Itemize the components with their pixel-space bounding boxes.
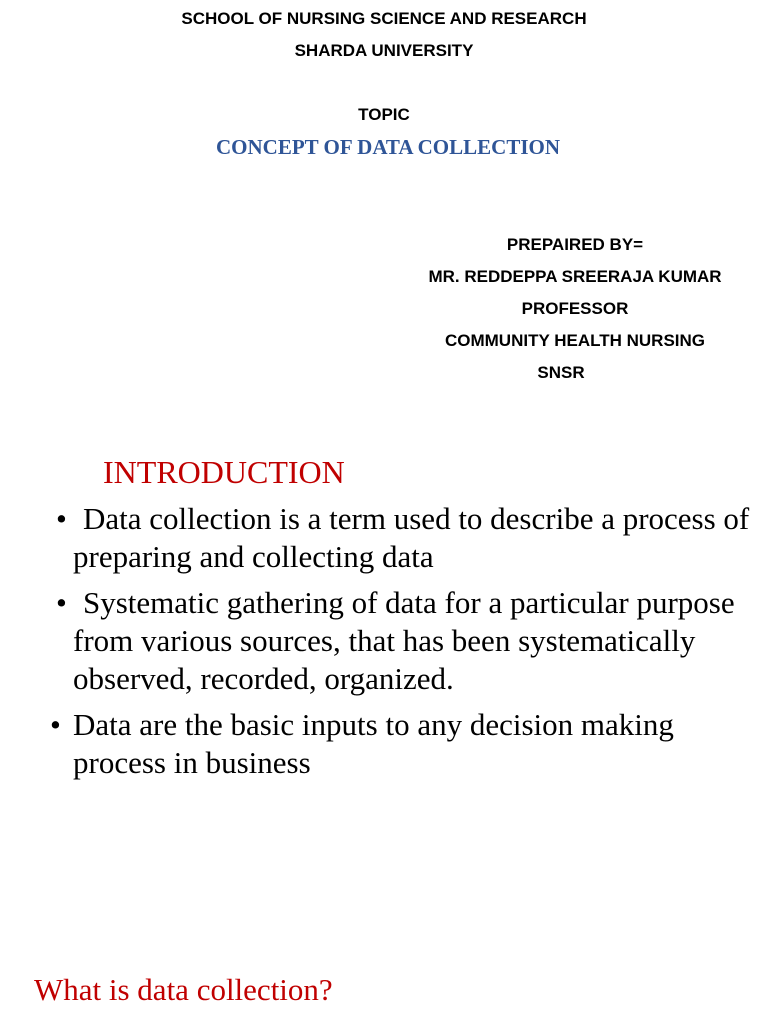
bullet-text: Data collection is a term used to describe a process of preparing and collecting data <box>73 501 750 574</box>
university-name: SHARDA UNIVERSITY <box>294 41 474 60</box>
topic-title: CONCEPT OF DATA COLLECTION <box>215 135 561 159</box>
bullet-text: Systematic gathering of data for a particular purpose from various sources, that has been systematically observed, recorded, organized. <box>73 585 735 696</box>
school-name: SCHOOL OF NURSING SCIENCE AND RESEARCH <box>181 9 587 28</box>
introduction-heading: INTRODUCTION <box>103 454 345 490</box>
bullet-icon: • <box>56 501 67 536</box>
topic-label: TOPIC <box>358 105 410 124</box>
next-section-heading: What is data collection? <box>34 972 333 1007</box>
author-designation: PROFESSOR <box>521 299 629 318</box>
bullet-text: Data are the basic inputs to any decision making process in business <box>73 707 674 780</box>
prepared-by-label: PREPAIRED BY= <box>506 235 644 254</box>
prepared-by-block <box>410 235 740 395</box>
list-item <box>50 500 750 576</box>
bullet-icon: • <box>56 585 67 620</box>
author-department: COMMUNITY HEALTH NURSING <box>444 331 706 350</box>
list-item <box>50 706 750 782</box>
author-name: MR. REDDEPPA SREERAJA KUMAR <box>428 267 722 286</box>
author-institution: SNSR <box>537 363 585 382</box>
list-item <box>50 584 750 698</box>
introduction-bullet-list <box>50 500 750 790</box>
bullet-icon: • <box>50 707 61 742</box>
